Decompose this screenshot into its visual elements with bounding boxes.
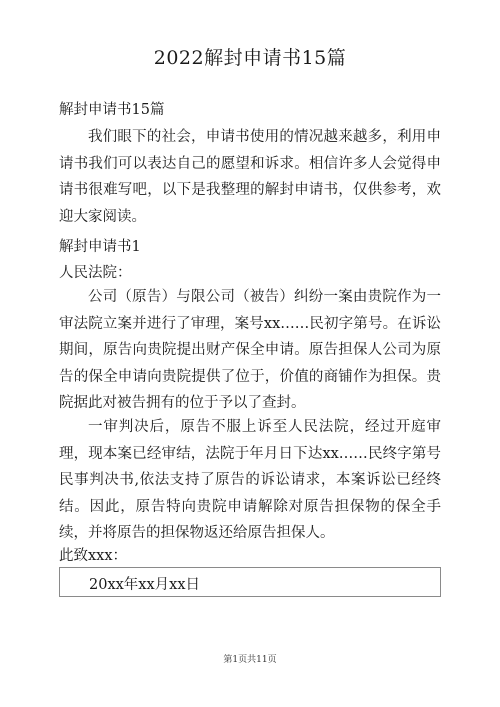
addressee: 人民法院： (59, 265, 132, 281)
page-footer: 第1页共11页 (223, 655, 277, 665)
letter-heading: 解封申请书1 (59, 239, 141, 255)
body-paragraph-1: 公司（原告）与限公司（被告）纠纷一案由贵院作为一审法院立案并进行了审理，案号xx……民初字第号。在诉讼期间，原告向贵院提出财产保全申请。原告担保人公司为原告的保全申请向贵院提供了位于，价值的商铺作为担保。贵院据此对被告拥有的位于予以了查封。 (59, 289, 441, 411)
document-title: 2022解封申请书15篇 (153, 47, 347, 69)
closing-line: 此致xxx： (59, 548, 128, 564)
intro-heading: 解封申请书15篇 (59, 102, 165, 118)
body-paragraph-2: 一审判决后，原告不服上诉至人民法院，经过开庭审理，现本案已经审结，法院于年月日下达xx……民终字第号民事判决书,依法支持了原告的诉讼请求，本案诉讼已经终结。因此，原告特向贵院申请解除对原告担保物的保全手续，并将原告的担保物返还给原告担保人。 (59, 419, 441, 541)
date-line: 20xx年xx月xx日 (89, 577, 201, 593)
date-box (59, 567, 441, 597)
intro-paragraph: 我们眼下的社会，申请书使用的情况越来越多，利用申请书我们可以表达自己的愿望和诉求。相信许多人会觉得申请书很难写吧，以下是我整理的解封申请书，仅供参考，欢迎大家阅读。 (59, 129, 441, 225)
